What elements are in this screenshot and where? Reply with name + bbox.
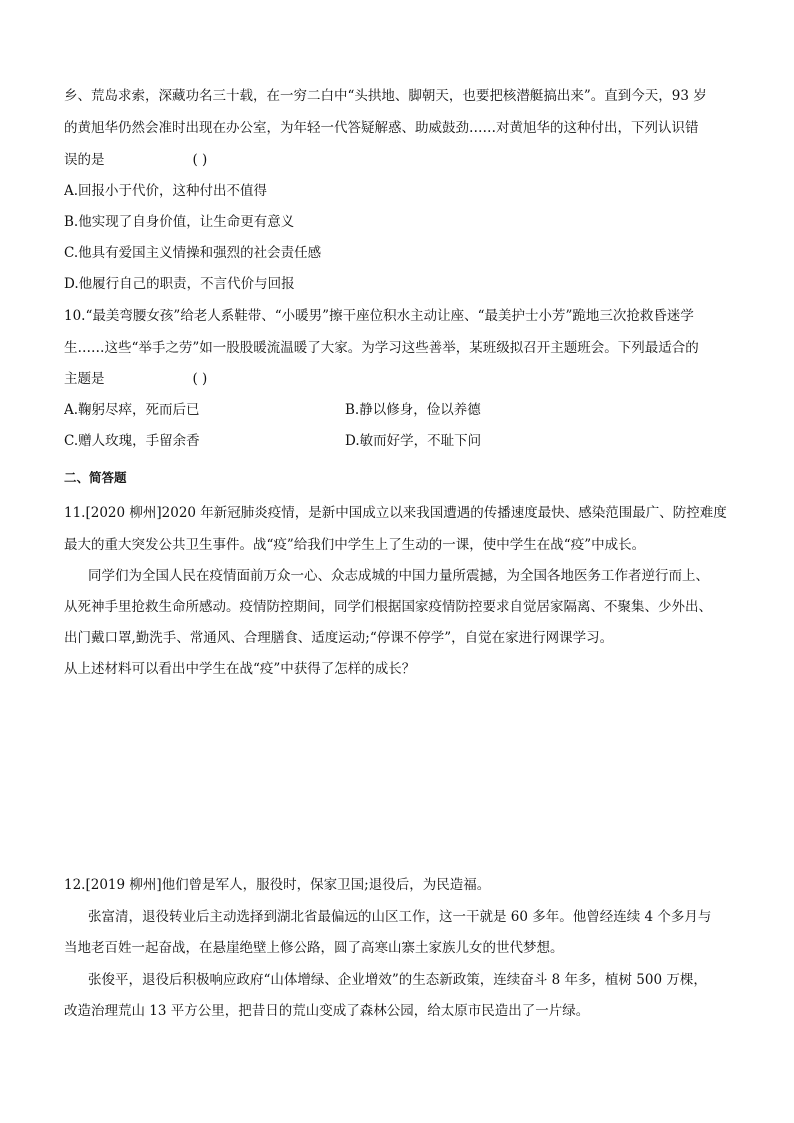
q9-option-b: B.他实现了自身价值，让生命更有意义 (64, 214, 295, 230)
q9-option-d: D.他履行自己的职责，不言代价与回报 (64, 276, 295, 292)
q11-question: 从上述材料可以看出中学生在战“疫”中获得了怎样的成长？ (64, 661, 416, 677)
q11-material-line-2: 从死神手里抢救生命所感动。疫情防控期间，同学们根据国家疫情防控要求自觉居家隔离、不聚集、少外出、 (64, 599, 712, 615)
section-title: 二、简答题 (64, 470, 127, 485)
q10-stem-end: 主题是 (64, 371, 105, 387)
q11-stem-line-2: 最大的重大突发公共卫生事件。战“疫”给我们中学生上了生动的一课，使中学生在战“疫”中成长。 (64, 537, 646, 553)
q12-para2-line-2: 改造治理荒山 13 平方公里，把昔日的荒山变成了森林公园，给太原市民造出了一片绿。 (64, 1003, 590, 1019)
q9-stem-line-2: 的黄旭华仍然会准时出现在办公室，为年轻一代答疑解惑、助威鼓劲……对黄旭华的这种付出，下列认识错 (64, 120, 699, 136)
q11-stem-line-1: 11.[2020 柳州]2020 年新冠肺炎疫情，是新中国成立以来我国遭遇的传播速度最快、感染范围最广、防控难度 (64, 505, 727, 521)
q10-answer-paren: ( ) (192, 371, 208, 387)
q9-option-c: C.他具有爱国主义情操和强烈的社会责任感 (64, 245, 322, 261)
q10-stem-line-3 (64, 369, 744, 389)
q12-para2-line-1: 张俊平，退役后积极响应政府“山体增绿、企业增效”的生态新政策，连续奋斗 8 年多，植树 500 万棵， (88, 972, 707, 988)
q9-option-a: A.回报小于代价，这种付出不值得 (64, 183, 268, 199)
q10-stem-line-1: 10.“最美弯腰女孩”给老人系鞋带、“小暖男”擦干座位积水主动让座、“最美护士小芳”跪地三次抢救昏迷学 (64, 308, 694, 324)
q12-para1-line-2: 当地老百姓一起奋战，在悬崖绝壁上修公路，圆了高寒山寨土家族儿女的世代梦想。 (64, 940, 564, 956)
q9-answer-paren: ( ) (192, 152, 208, 168)
q10-option-a: A.鞠躬尽瘁，死而后已 (64, 402, 200, 418)
q10-stem-line-2: 生……这些“举手之劳”如一股股暖流温暖了大家。为学习这些善举，某班级拟召开主题班会。下列最适合的 (64, 340, 699, 356)
q12-stem: 12.[2019 柳州]他们曾是军人，服役时，保家卫国;退役后，为民造福。 (64, 877, 491, 893)
q10-option-c: C.赠人玫瑰，手留余香 (64, 433, 200, 449)
q12-para1-line-1: 张富清，退役转业后主动选择到湖北省最偏远的山区工作，这一干就是 60 多年。他曾经连续 4 个多月与 (88, 909, 712, 925)
q11-material-line-3: 出门戴口罩,勤洗手、常通风、合理膳食、适度运动;“停课不停学”，自觉在家进行网课学习。 (64, 630, 614, 646)
q9-stem-line-3 (64, 150, 744, 170)
q10-option-b: B.静以修身，俭以养德 (345, 402, 481, 418)
q9-stem-end: 误的是 (64, 152, 105, 168)
q9-stem-line-1: 乡、荒岛求索，深藏功名三十载，在一穷二白中“头拱地、脚朝天，也要把核潜艇搞出来”。直到今天，93 岁 (64, 88, 707, 104)
q11-material-line-1: 同学们为全国人民在疫情面前万众一心、众志成城的中国力量所震撼，为全国各地医务工作者逆行而上、 (88, 568, 709, 584)
q10-option-d: D.敏而好学，不耻下问 (345, 433, 482, 449)
